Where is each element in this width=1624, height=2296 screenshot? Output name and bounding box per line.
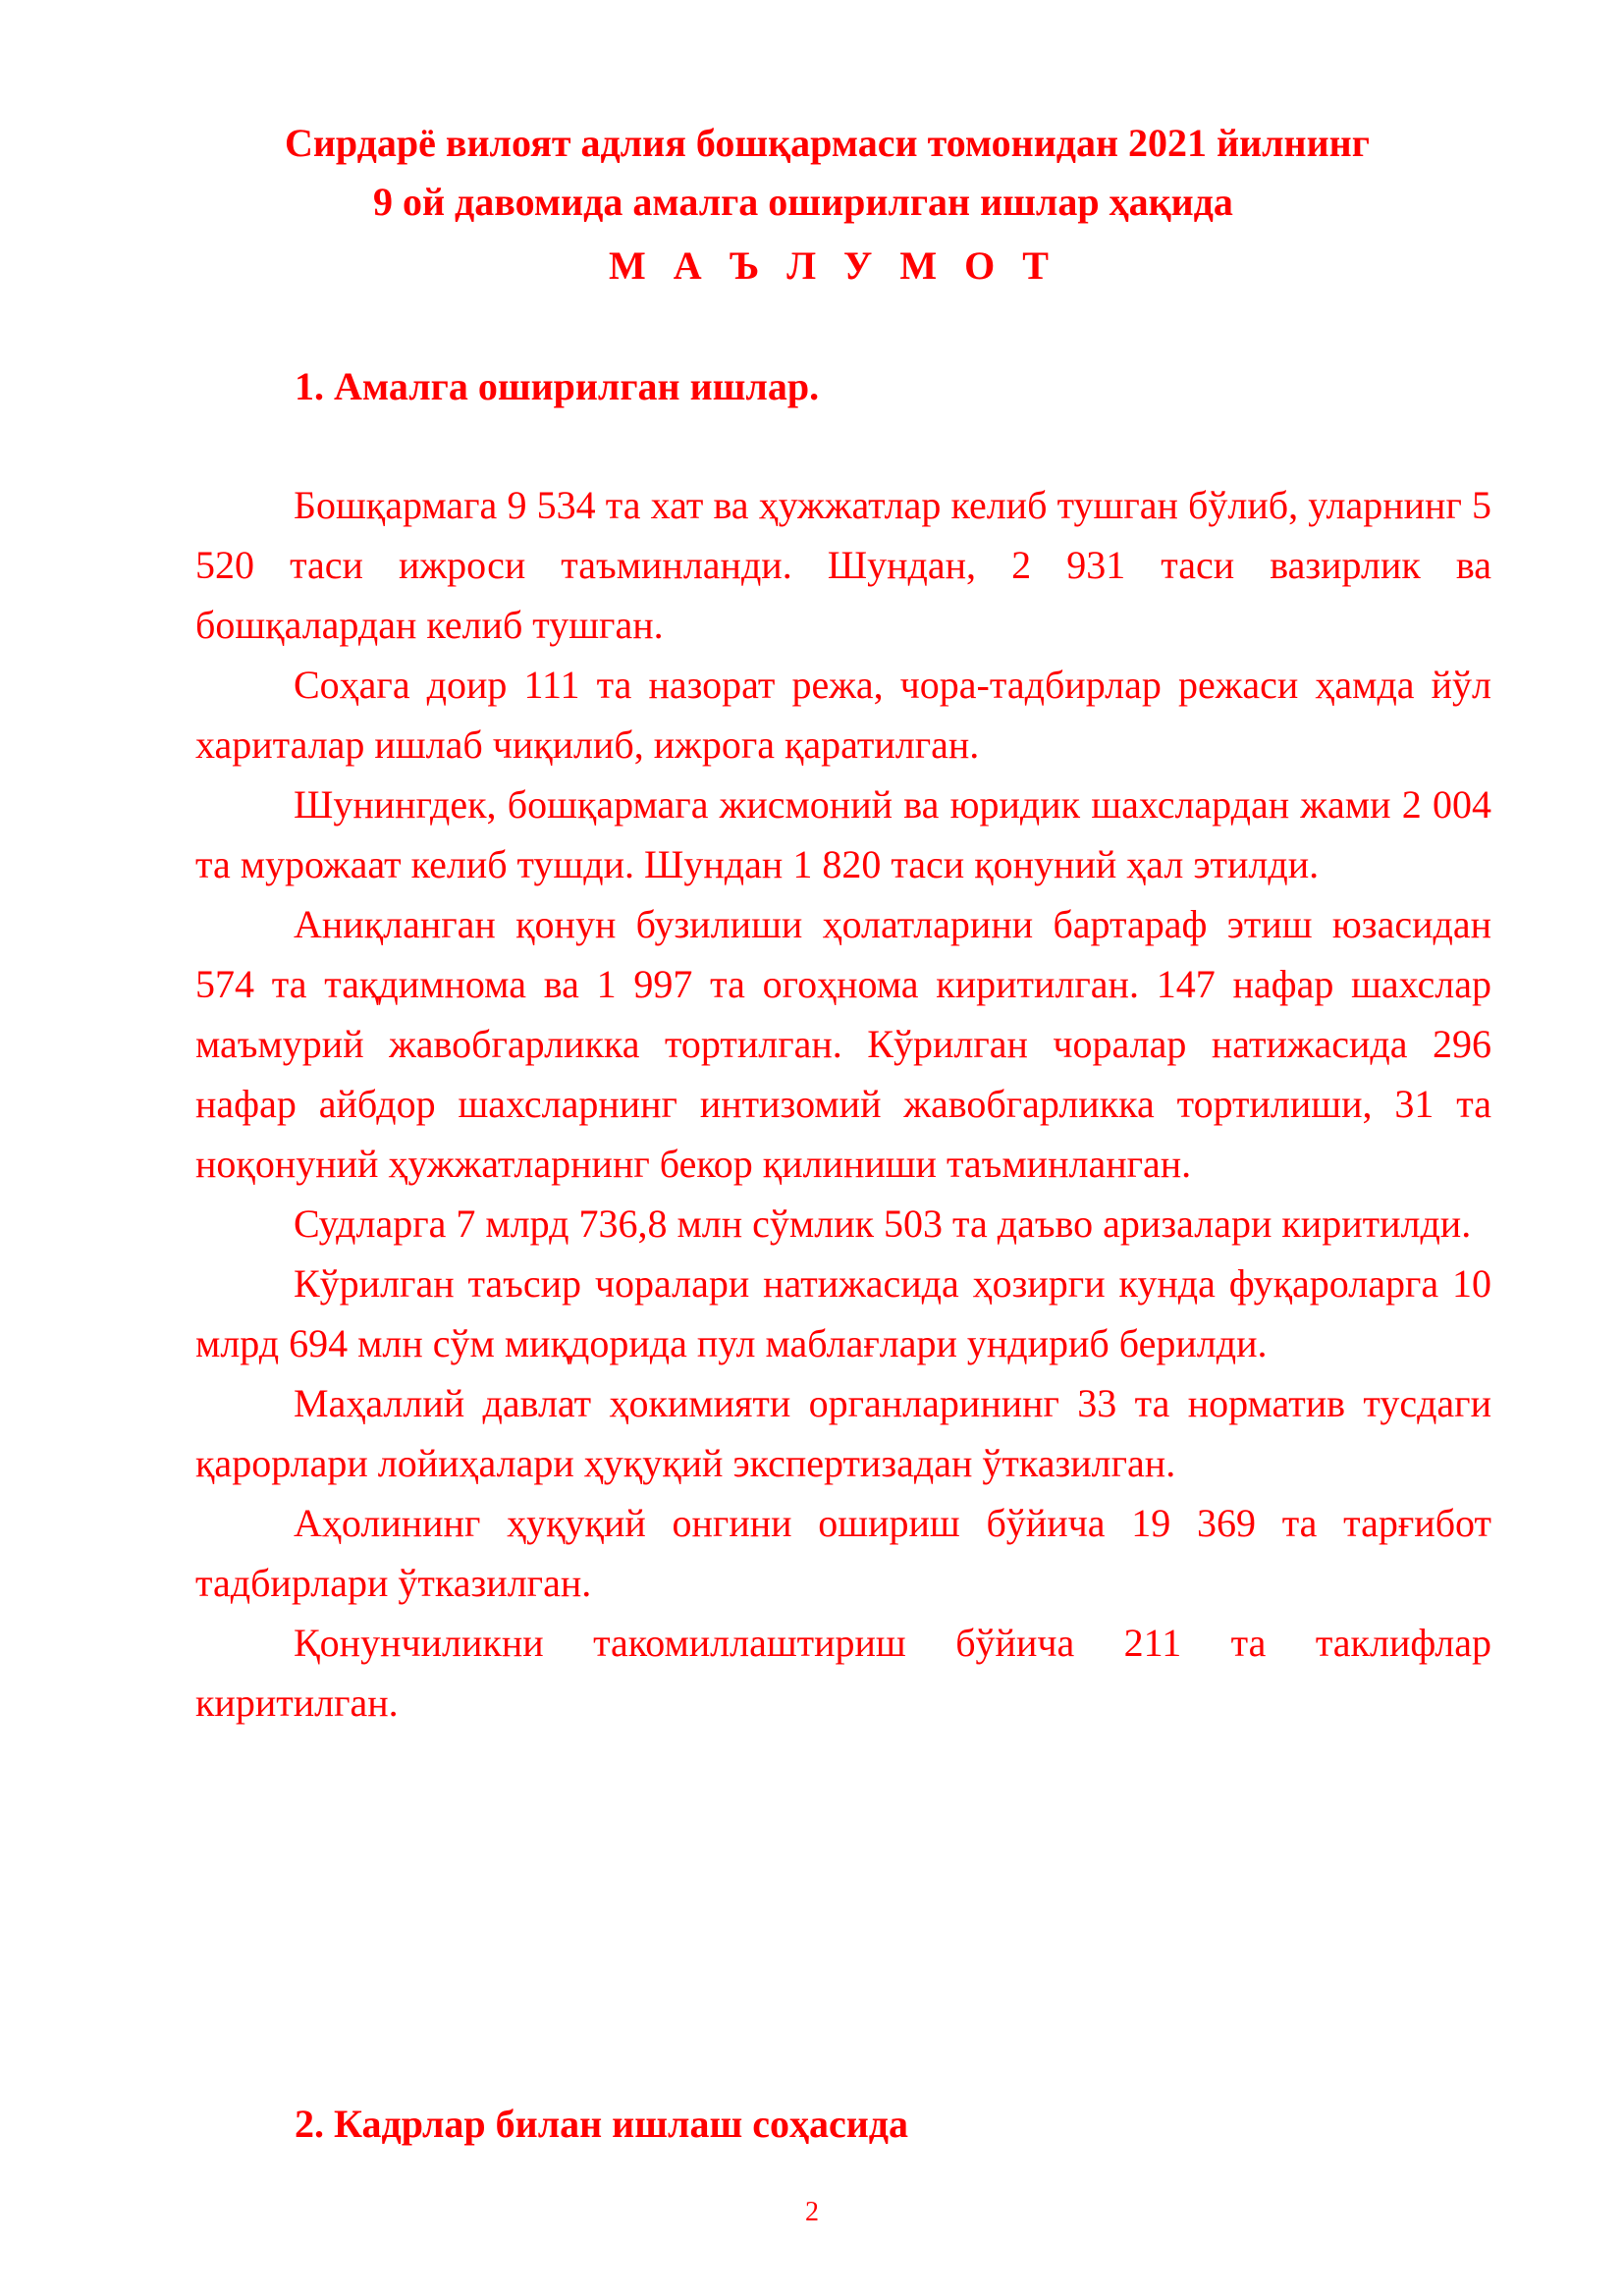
paragraph: Шунингдек, бошқармага жисмоний ва юридик шахслардан жами 2 004 та мурожаат келиб тушди. Шундан 1 820 таси қонуний ҳал этилди. [195, 782, 1491, 886]
section-1-heading: 1. Амалга оширилган ишлар. [295, 364, 820, 408]
paragraph: Қонунчиликни такомиллаштириш бўйича 211 та таклифлар киритилган. [195, 1621, 1491, 1725]
title-line-2: 9 ой давомида амалга оширилган ишлар ҳақида [373, 180, 1233, 224]
page-number: 2 [805, 2197, 819, 2227]
paragraph: Соҳага доир 111 та назорат режа, чора-тадбирлар режаси ҳамда йўл хариталар ишлаб чиқилиб, ижрога қаратилган. [195, 663, 1491, 767]
paragraph: Аҳолининг ҳуқуқий онгини ошириш бўйича 19 369 та тарғибот тадбирлари ўтказилган. [195, 1501, 1491, 1605]
paragraph: Судларга 7 млрд 736,8 млн сўмлик 503 та даъво аризалари киритилди. [294, 1201, 1472, 1246]
title-line-1: Сирдарё вилоят адлия бошқармаси томонидан 2021 йилнинг [285, 121, 1370, 165]
paragraph: Аниқланган қонун бузилиши ҳолатларини бартараф этиш юзасидан 574 та тақдимнома ва 1 997 та огоҳнома киритилган. 147 нафар шахслар маъмурий жавобгарликка тортилган. Кўрилган чоралар натижасида 296 нафар айбдор шахсларнинг интизомий жавобгарликка тортилиши, 31 та ноқонуний ҳужжатларнинг бекор қилиниши таъминланган. [195, 902, 1491, 1186]
paragraph: Маҳаллий давлат ҳокимияти органларининг 33 та норматив тусдаги қарорлари лойиҳалари ҳуқуқий экспертизадан ўтказилган. [195, 1381, 1491, 1485]
paragraph: Кўрилган таъсир чоралари натижасида ҳозирги кунда фуқароларга 10 млрд 694 млн сўм миқдорида пул маблағлари ундириб берилди. [195, 1261, 1491, 1365]
title-line-3: М А Ъ Л У М О Т [609, 243, 1057, 288]
section-2-heading: 2. Кадрлар билан ишлаш соҳасида [295, 2102, 908, 2146]
section-1-body [195, 475, 1491, 1733]
paragraph: Бошқармага 9 534 та хат ва ҳужжатлар келиб тушган бўлиб, уларнинг 5 520 таси ижроси таъминланди. Шундан, 2 931 таси вазирлик ва бошқалардан келиб тушган. [195, 483, 1491, 647]
